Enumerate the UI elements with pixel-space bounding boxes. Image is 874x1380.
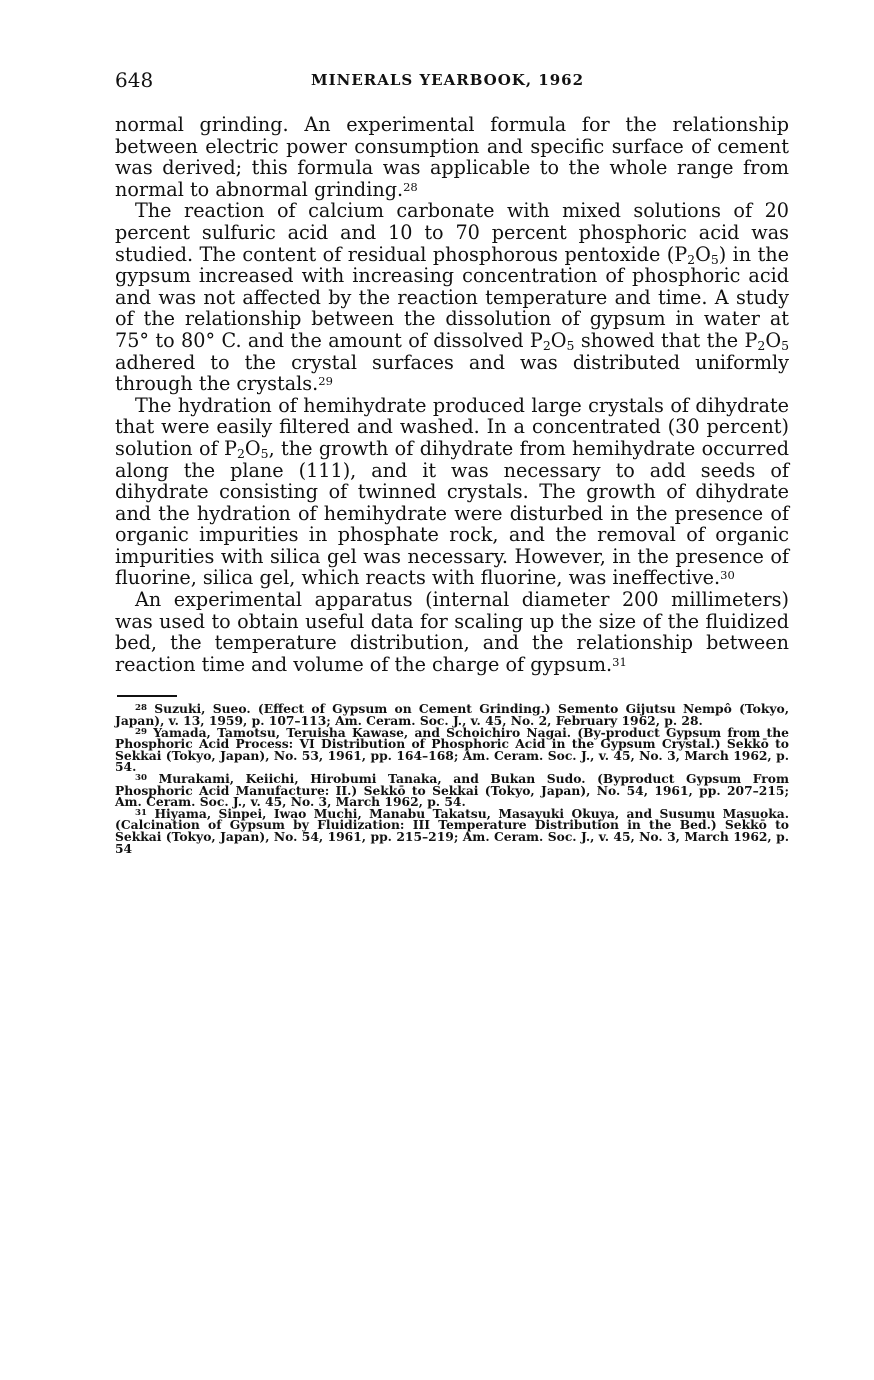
footnote-28: $^{28}$ Suzuki, Sueo. (Effect of Gypsum on Cement Grinding.) Semento Gijutsu Nempô (Tokyo, Japan), v. 13, 1959, p. 107–113; Am. Ceram. Soc. J., v. 45, No. 2, February 1962, p. 28.: [115, 701, 790, 729]
document-page: [115, 68, 789, 854]
running-title: MINERALS YEARBOOK, 1962: [311, 71, 585, 89]
footnote-divider: [117, 695, 177, 697]
paragraph-4: An experimental apparatus (internal diameter 200 millimeters) was used to obtain useful data for scaling up the size of the fluidized bed, the temperature distribution, and the relationship between reaction time and volume of the charge of gypsum.$^{31}$: [115, 588, 789, 676]
footnotes: [115, 703, 789, 854]
footnote-ref-28: 28: [403, 179, 418, 194]
footnote-29: $^{29}$ Yamada, Tamotsu, Teruisha Kawase, and Schoichiro Nagai. (By-product Gypsum from the Phosphoric Acid Process: VI Distribution of Phosphoric Acid in the Gypsum Crystal.) Sekkō to Sekkai (Tokyo, Japan), No. 53, 1961, pp. 164–168; Am. Ceram. Soc. J., v. 45, No. 3, March 1962, p. 54.: [115, 724, 789, 775]
paragraph-2: The reaction of calcium carbonate with mixed solutions of 20 percent sulfuric acid and 10 to 70 percent phosphoric acid was studied. The content of residual phosphorous pentoxide $(P_2O_5)$ in the gypsum increased with increasing concentration of phosphoric acid and was not affected by the reaction temperature and time. A study of the relationship between the dissolution of gypsum in water at 75° to 80° C. and the amount of dissolved $P_2O_5$ showed that the $P_2O_5$ adhered to the crystal surfaces and was distributed uniformly through the crystals.$^{29}$: [115, 199, 790, 396]
footnote-ref-30: 30: [720, 568, 735, 583]
footnote-ref-29: 29: [318, 373, 333, 388]
paragraph-3: The hydration of hemihydrate produced large crystals of dihydrate that were easily filtered and washed. In a concentrated (30 percent) solution of $P_2O_5$, the growth of dihydrate from hemihydrate occurred along the plane (111), and it was necessary to add seeds of dihydrate consisting of twinned crystals. The growth of dihydrate and the hydration of hemihydrate were disturbed in the presence of organic impurities in phosphate rock, and the removal of organic impurities with silica gel was necessary. However, in the presence of fluorine, silica gel, which reacts with fluorine, was ineffective.$^{30}$: [115, 393, 789, 590]
footnote-ref-31: 31: [612, 654, 627, 669]
body-text: [115, 114, 789, 675]
paragraph-1: normal grinding. An experimental formula for the relationship between electric power consumption and specific surface of cement was derived; this formula was applicable to the whole range from normal to abnormal grinding.$^{28}$: [115, 113, 789, 201]
running-header: [115, 68, 789, 96]
page-number: 648: [115, 68, 154, 92]
footnote-30: $^{30}$ Murakami, Keiichi, Hirobumi Tanaka, and Bukan Sudo. (Byproduct Gypsum From Phosphoric Acid Manufacture: II.) Sekkō to Sekkai (Tokyo, Japan), No. 54, 1961, pp. 207–215; Am. Ceram. Soc. J., v. 45, No. 3, March 1962, p. 54.: [115, 771, 789, 810]
footnote-31: $^{31}$ Hiyama, Sinpei, Iwao Muchi, Manabu Takatsu, Masayuki Okuya, and Susumu Masuoka. (Calcination of Gypsum by Fluidization: III Temperature Distribution in the Bed.) Sekkō to Sekkai (Tokyo, Japan), No. 54, 1961, pp. 215–219; Am. Ceram. Soc. J., v. 45, No. 3, March 1962, p. 54: [115, 805, 790, 856]
